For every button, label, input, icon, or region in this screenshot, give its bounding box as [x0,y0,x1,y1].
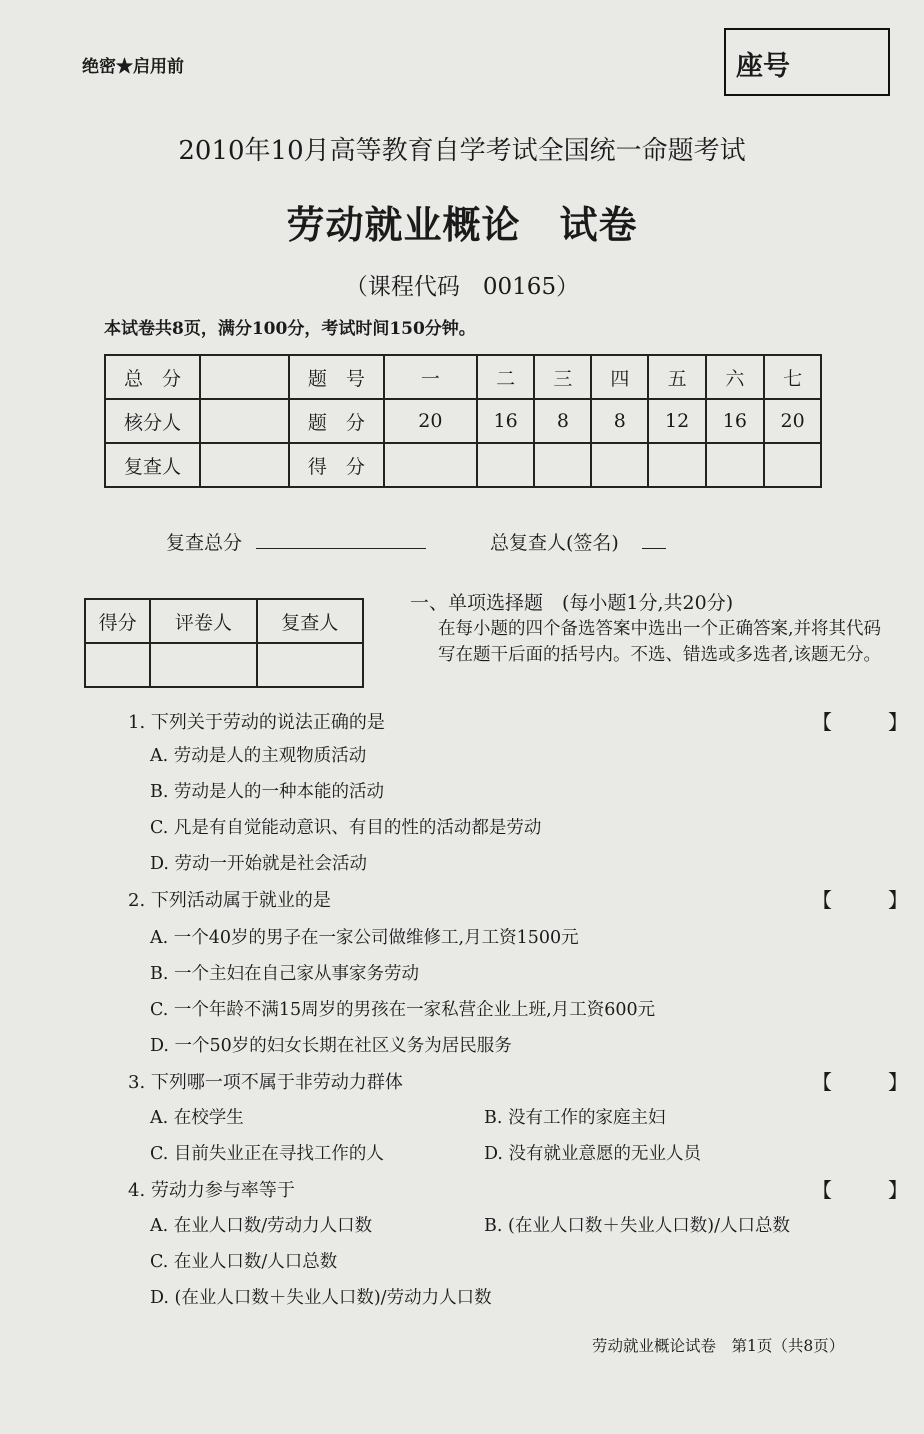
score-label: 得 分 [289,443,384,487]
grader-score-cell[interactable] [85,643,150,687]
section-score-cell[interactable] [477,443,535,487]
checker-label: 核分人 [105,399,200,443]
grader-rechecker-label: 复查人 [257,599,363,643]
total-score-cell[interactable] [200,355,289,399]
question-number-label: 题 号 [289,355,384,399]
section-points: 12 [648,399,706,443]
section-points: 20 [384,399,477,443]
option-c: C. 在业人口数/人口总数 [150,1252,338,1272]
section-number: 七 [764,355,822,399]
option-d: D. (在业人口数＋失业人口数)/劳动力人口数 [150,1288,492,1308]
recheck-total-label: 复查总分 [166,532,243,554]
grader-table [84,598,364,688]
section-points: 8 [534,399,591,443]
section-instruction: 在每小题的四个备选答案中选出一个正确答案,并将其代码写在题干后面的括号内。不选、错选或多选者,该题无分。 [438,619,882,665]
section-number: 六 [706,355,764,399]
option-b: B. 没有工作的家庭主妇 [484,1108,666,1128]
section-score-cell[interactable] [384,443,477,487]
section-points: 16 [706,399,764,443]
answer-bracket-open[interactable]: 【 [812,710,832,734]
option-c: C. 目前失业正在寻找工作的人 [150,1144,384,1164]
question-stem: 3. 下列哪一项不属于非劳动力群体 [128,1072,403,1093]
option-c: C. 凡是有自觉能动意识、有目的性的活动都是劳动 [150,818,542,838]
option-a: A. 劳动是人的主观物质活动 [150,746,367,766]
section-points: 20 [764,399,822,443]
answer-bracket-close[interactable]: 】 [888,1070,908,1094]
section-title: 一、单项选择题 (每小题1分,共20分) [410,592,734,614]
section-number: 五 [648,355,706,399]
option-d: D. 劳动一开始就是社会活动 [150,854,368,874]
section-score-cell[interactable] [591,443,648,487]
question-points-label: 题 分 [289,399,384,443]
exam-title: 2010年10月高等教育自学考试全国统一命题考试 [178,136,746,166]
grader-cell[interactable] [150,643,256,687]
paper-title: 劳动就业概论 试卷 [286,202,638,247]
paper-intro: 本试卷共8页，满分100分，考试时间150分钟。 [104,319,476,339]
question-stem: 4. 劳动力参与率等于 [128,1180,295,1201]
option-a: A. 在业人口数/劳动力人口数 [150,1216,373,1236]
section-number: 三 [534,355,591,399]
answer-bracket-open[interactable]: 【 [812,888,832,912]
section-score-cell[interactable] [534,443,591,487]
recheck-person-field[interactable] [642,548,666,549]
answer-bracket-open[interactable]: 【 [812,1178,832,1202]
section-score-cell[interactable] [648,443,706,487]
section-number: 二 [477,355,535,399]
course-code: （课程代码 00165） [344,274,580,300]
option-a: A. 一个40岁的男子在一家公司做维修工,月工资1500元 [150,928,579,948]
score-table [104,354,876,488]
rechecker-cell[interactable] [200,443,289,487]
section-number: 一 [384,355,477,399]
option-b: B. (在业人口数＋失业人口数)/人口总数 [484,1216,791,1236]
option-a: A. 在校学生 [150,1108,244,1128]
seat-number-label: 座号 [736,51,790,82]
option-b: B. 一个主妇在自己家从事家务劳动 [150,964,419,984]
grader-label: 评卷人 [150,599,256,643]
answer-bracket-close[interactable]: 】 [888,710,908,734]
rechecker-label: 复查人 [105,443,200,487]
page-footer: 劳动就业概论试卷 第1页（共8页） [592,1337,845,1355]
total-score-label: 总 分 [105,355,200,399]
answer-bracket-close[interactable]: 】 [888,1178,908,1202]
grader-score-label: 得分 [85,599,150,643]
option-d: D. 没有就业意愿的无业人员 [484,1144,702,1164]
section-points: 8 [591,399,648,443]
recheck-total-field[interactable] [256,548,426,549]
section-score-cell[interactable] [764,443,822,487]
section-score-cell[interactable] [706,443,764,487]
recheck-person-label: 总复查人(签名) [490,532,619,554]
answer-bracket-close[interactable]: 】 [888,888,908,912]
option-b: B. 劳动是人的一种本能的活动 [150,782,384,802]
section-points: 16 [477,399,535,443]
option-c: C. 一个年龄不满15周岁的男孩在一家私营企业上班,月工资600元 [150,1000,656,1020]
section-number: 四 [591,355,648,399]
option-d: D. 一个50岁的妇女长期在社区义务为居民服务 [150,1036,512,1056]
question-stem: 1. 下列关于劳动的说法正确的是 [128,712,385,733]
grader-rechecker-cell[interactable] [257,643,363,687]
answer-bracket-open[interactable]: 【 [812,1070,832,1094]
checker-cell[interactable] [200,399,289,443]
confidential-label: 绝密★启用前 [82,57,184,77]
question-stem: 2. 下列活动属于就业的是 [128,890,331,911]
